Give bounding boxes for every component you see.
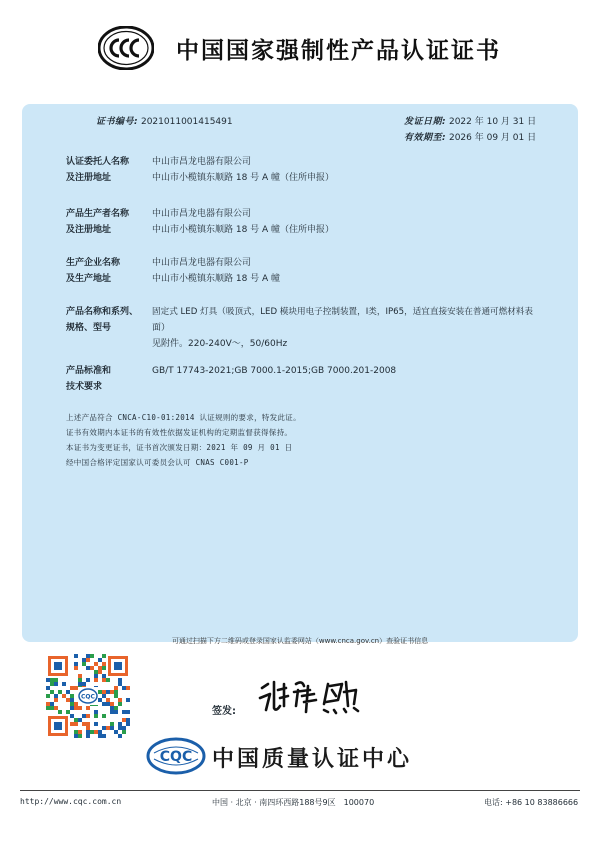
- issue-date-value: 2022 年 10 月 31 日: [448, 117, 537, 127]
- clause-1: 上述产品符合 CNCA-C10-01:2014 认证规则的要求，特发此证。: [66, 413, 301, 422]
- expiry-date-label: 有效期至:: [404, 133, 447, 143]
- certificate-title: 中国国家强制性产品认证证书: [176, 38, 501, 64]
- verification-note: 可通过扫描下方二维码或登录国家认监委网站（www.cnca.gov.cn）查验证书信息: [171, 637, 429, 645]
- qr-code-icon[interactable]: [46, 654, 130, 738]
- expiry-date-value: 2026 年 09 月 01 日: [448, 133, 537, 143]
- issuer-name: 中国质量认证中心: [212, 747, 413, 772]
- footer-url[interactable]: http://www.cqc.com.cn: [20, 797, 122, 806]
- expiry-date: [404, 130, 536, 143]
- issue-date-label: 发证日期:: [404, 117, 447, 127]
- manufacturer-value: 中山市昌龙电器有限公司 中山市小榄镇东顺路 18 号 A 幢（住所申报）: [152, 209, 335, 235]
- manufacturer-label: 产品生产者名称 及注册地址: [66, 209, 130, 235]
- applicant-label: 认证委托人名称 及注册地址: [66, 157, 130, 183]
- footer-phone: 电话: +86 10 83886666: [484, 798, 579, 807]
- product-value: 固定式 LED 灯具（吸顶式，LED 模块用电子控制装置，Ⅰ类，IP65，适宜直接安装在普通可燃材料表 面） 见附件。220-240V～，50/60Hz: [152, 307, 534, 349]
- issue-date: [404, 114, 536, 127]
- standards-label: 产品标准和 技术要求: [66, 366, 112, 392]
- applicant-value: 中山市昌龙电器有限公司 中山市小榄镇东顺路 18 号 A 幢（住所申报）: [152, 157, 335, 183]
- cqc-logo-icon: [146, 737, 206, 775]
- cert-no-value: 2021011001415491: [140, 117, 233, 127]
- product-label: 产品名称和系列、 规格、型号: [66, 307, 139, 333]
- certificate-number: [96, 114, 233, 127]
- clause-4: 经中国合格评定国家认可委员会认可 CNAS C001-P: [66, 458, 249, 467]
- signature-label: 签发:: [212, 706, 236, 717]
- clause-3: 本证书为变更证书，证书首次颁发日期：2021 年 09 月 01 日: [66, 443, 293, 452]
- factory-label: 生产企业名称 及生产地址: [66, 258, 121, 284]
- svg-text:CQC: CQC: [159, 749, 193, 765]
- cert-no-label: 证书编号:: [96, 117, 139, 127]
- handwritten-signature: [258, 676, 376, 716]
- clause-2: 证书有效期内本证书的有效性依据发证机构的定期监督获得保持。: [66, 428, 293, 437]
- standards-value: GB/T 17743-2021;GB 7000.1-2015;GB 7000.201-2008: [152, 366, 397, 376]
- footer-address: 中国 · 北京 · 南四环西路188号9区 100070: [212, 798, 375, 807]
- ccc-logo-icon: [98, 26, 154, 70]
- footer-divider: [20, 790, 580, 791]
- factory-value: 中山市昌龙电器有限公司 中山市小榄镇东顺路 18 号 A 幢: [152, 258, 281, 284]
- svg-text:CQC: CQC: [81, 693, 95, 701]
